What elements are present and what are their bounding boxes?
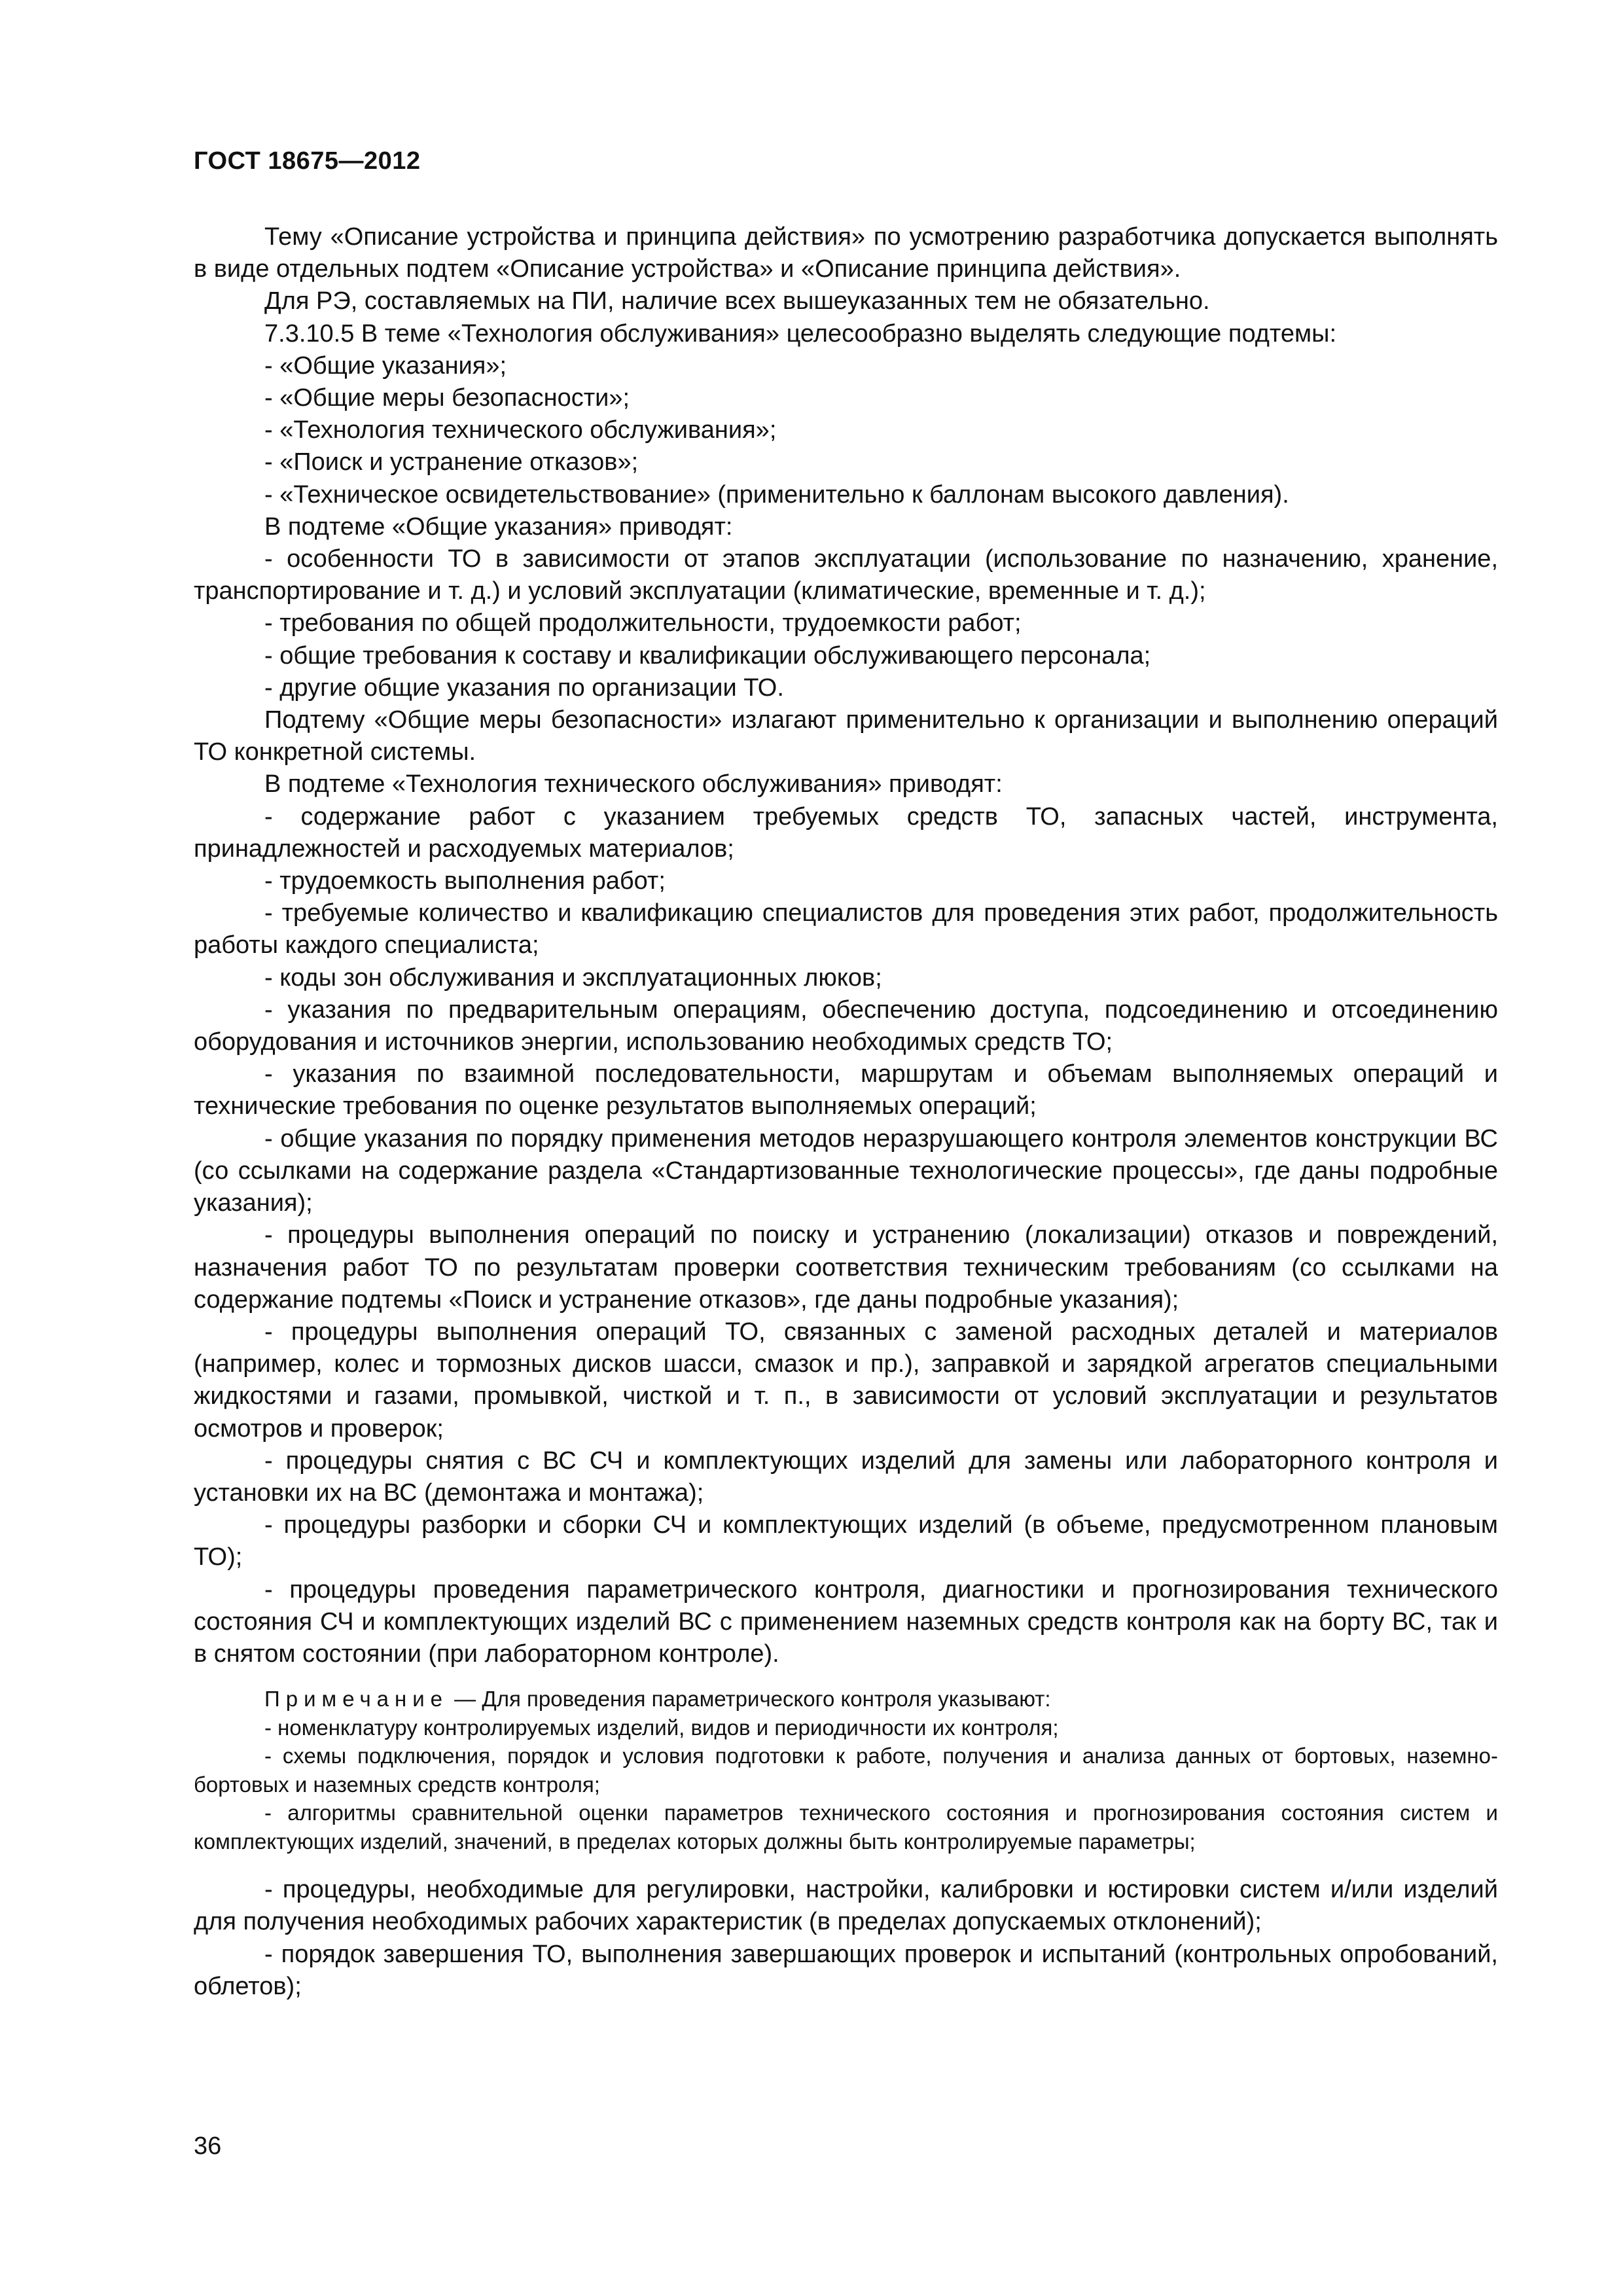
top-paragraphs bbox=[194, 221, 1498, 1670]
paragraph: В подтеме «Общие указания» приводят: bbox=[264, 512, 733, 541]
paragraph: - указания по предварительным операциям, обеспечению доступа, подсоединению и отсоединению оборудования и источников энергии, использованию необходимых средств ТО; bbox=[194, 996, 1498, 1056]
paragraph: - общие указания по порядку применения методов неразрушающего контроля элементов конструкции ВС (со ссылками на содержание раздела «Стандартизованные технологические процессы», где даны подробные указания); bbox=[194, 1124, 1498, 1217]
body-text bbox=[194, 221, 1498, 2003]
paragraph: 7.3.10.5 В теме «Технология обслуживания» целесообразно выделять следующие подтемы: bbox=[264, 319, 1337, 348]
paragraph: - процедуры выполнения операций по поиску и устранению (локализации) отказов и повреждений, назначения работ ТО по результатам проверки соответствия техническим требованиям (со ссылками на содержание подтемы «Поиск и устранение отказов», где даны подробные указания); bbox=[194, 1221, 1498, 1314]
paragraph: - процедуры снятия с ВС СЧ и комплектующих изделий для замены или лабораторного контроля и установки их на ВС (демонтажа и монтажа); bbox=[194, 1446, 1498, 1507]
paragraph: - процедуры проведения параметрического контроля, диагностики и прогнозирования технического состояния СЧ и комплектующих изделий ВС с применением наземных средств контроля как на борту ВС, так и в снятом состоянии (при лабораторном контроле). bbox=[194, 1575, 1498, 1668]
note-block bbox=[194, 1685, 1498, 1856]
note-item: - номенклатуру контролируемых изделий, видов и периодичности их контроля; bbox=[264, 1715, 1059, 1740]
paragraph: - «Поиск и устранение отказов»; bbox=[264, 448, 639, 476]
document-header: ГОСТ 18675—2012 bbox=[194, 147, 421, 175]
note-item: - схемы подключения, порядок и условия подготовки к работе, получения и анализа данных от бортовых, наземно-бортовых и наземных средств контроля; bbox=[194, 1744, 1498, 1797]
paragraph: - указания по взаимной последовательности, маршрутам и объемам выполняемых операций и технические требования по оценке результатов выполняемых операций; bbox=[194, 1060, 1498, 1121]
note-items bbox=[194, 1713, 1498, 1856]
note-heading bbox=[194, 1685, 1498, 1713]
paragraph: - процедуры разборки и сборки СЧ и комплектующих изделий (в объеме, предусмотренном плановым ТО); bbox=[194, 1511, 1498, 1571]
paragraph: - общие требования к составу и квалификации обслуживающего персонала; bbox=[264, 641, 1151, 670]
paragraph: - другие общие указания по организации ТО. bbox=[264, 673, 784, 702]
paragraph: Тему «Описание устройства и принципа действия» по усмотрению разработчика допускается выполнять в виде отдельных подтем «Описание устройства» и «Описание принципа действия». bbox=[194, 223, 1498, 283]
paragraph: - порядок завершения ТО, выполнения завершающих проверок и испытаний (контрольных опробований, облетов); bbox=[194, 1940, 1498, 2000]
paragraph: - требуемые количество и квалификацию специалистов для проведения этих работ, продолжительность работы каждого специалиста; bbox=[194, 899, 1498, 960]
paragraph: - процедуры выполнения операций ТО, связанных с заменой расходных деталей и материалов (например, колес и тормозных дисков шасси, смазок и пр.), заправкой и зарядкой агрегатов специальными жидкостями и газами, промывкой, чисткой и т. п., в зависимости от условий эксплуатации и результатов осмотров и проверок; bbox=[194, 1318, 1498, 1443]
page-number: 36 bbox=[194, 2132, 222, 2160]
note-label: Примечание bbox=[264, 1687, 449, 1712]
paragraph: - «Общие указания»; bbox=[264, 351, 507, 380]
paragraph: - «Технология технического обслуживания»; bbox=[264, 416, 777, 444]
paragraph: - содержание работ с указанием требуемых средств ТО, запасных частей, инструмента, принадлежностей и расходуемых материалов; bbox=[194, 802, 1498, 863]
paragraph: - коды зон обслуживания и эксплуатационных люков; bbox=[264, 963, 882, 992]
paragraph: - особенности ТО в зависимости от этапов эксплуатации (использование по назначению, хранение, транспортирование и т. д.) и условий эксплуатации (климатические, временные и т. д.); bbox=[194, 545, 1498, 605]
bottom-paragraphs bbox=[194, 1874, 1498, 2003]
paragraph: - процедуры, необходимые для регулировки, настройки, калибровки и юстировки систем и/или изделий для получения необходимых рабочих характеристик (в пределах допускаемых отклонений); bbox=[194, 1876, 1498, 1936]
paragraph: Подтему «Общие меры безопасности» излагают применительно к организации и выполнению операций ТО конкретной системы. bbox=[194, 706, 1498, 766]
paragraph: - «Техническое освидетельствование» (применительно к баллонам высокого давления). bbox=[264, 480, 1289, 509]
paragraph: Для РЭ, составляемых на ПИ, наличие всех вышеуказанных тем не обязательно. bbox=[264, 287, 1210, 315]
paragraph: - требования по общей продолжительности, трудоемкости работ; bbox=[264, 609, 1022, 637]
paragraph: - трудоемкость выполнения работ; bbox=[264, 867, 666, 895]
note-item: - алгоритмы сравнительной оценки параметров технического состояния и прогнозирования состояния систем и комплектующих изделий, значений, в пределах которых должны быть контролируемые параметры; bbox=[194, 1801, 1498, 1854]
paragraph: - «Общие меры безопасности»; bbox=[264, 384, 630, 412]
note-lead: — Для проведения параметрического контроля указывают: bbox=[448, 1687, 1051, 1712]
paragraph: В подтеме «Технология технического обслуживания» приводят: bbox=[264, 770, 1003, 798]
